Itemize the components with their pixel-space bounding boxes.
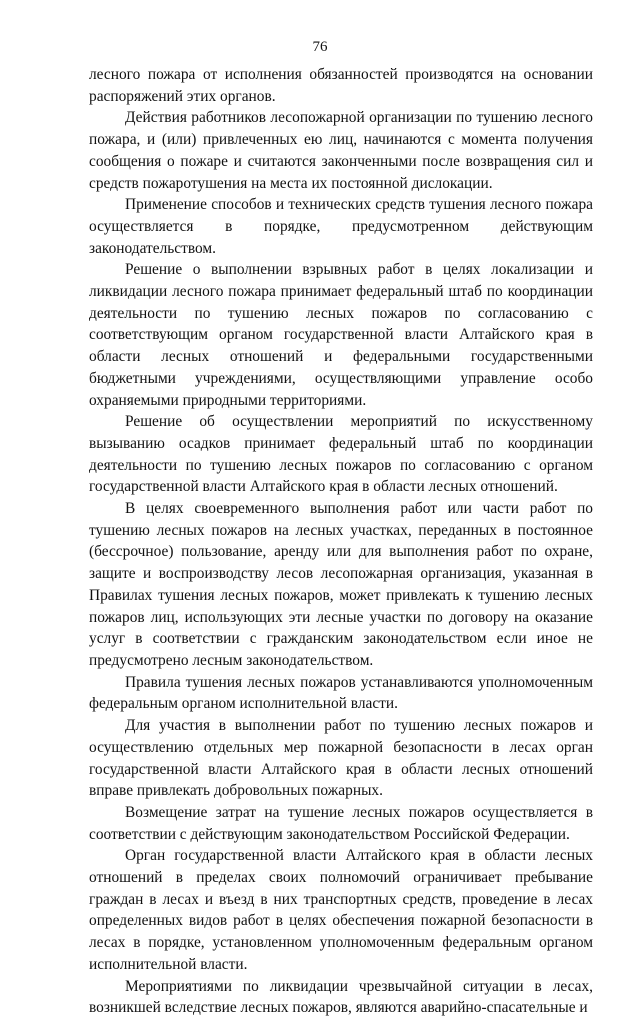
paragraph: Решение о выполнении взрывных работ в целях локализации и ликвидации лесного пожара принимает федеральный штаб по координации деятельности по тушению лесных пожаров по согласованию с соответствующим органом государственной власти Алтайского края в области лесных отношений и федеральными государственными бюджетными учреждениями, осуществляющими управление особо охраняемыми природными территориями. [89,261,593,409]
paragraph: Применение способов и технических средств тушения лесного пожара осуществляется в порядке, предусмотренном действующим законодательством. [89,196,593,257]
paragraph: Орган государственной власти Алтайского края в области лесных отношений в пределах своих полномочий ограничивает пребывание граждан в лесах и въезд в них транспортных средств, проведение в лесах определенных видов работ в целях обеспечения пожарной безопасности в лесах в порядке, установленном уполномоченным федеральным органом исполнительной власти. [89,847,593,973]
document-body [89,64,593,1019]
paragraph: Для участия в выполнении работ по тушению лесных пожаров и осуществлению отдельных мер пожарной безопасности в лесах орган государственной власти Алтайского края в области лесных отношений вправе привлекать добровольных пожарных. [89,717,593,800]
paragraph: лесного пожара от исполнения обязанностей производятся на основании распоряжений этих органов. [89,66,593,105]
paragraph: Правила тушения лесных пожаров устанавливаются уполномоченным федеральным органом исполнительной власти. [89,673,593,713]
paragraph: В целях своевременного выполнения работ или части работ по тушению лесных пожаров на лесных участках, переданных в постоянное (бессрочное) пользование, аренду или для выполнения работ по охране, защите и воспроизводству лесов лесопожарная организация, указанная в Правилах тушения лесных пожаров, может привлекать к тушению лесных пожаров лиц, использующих эти лесные участки по договору на оказание услуг в соответствии с гражданским законодательством если иное не предусмотрено лесным законодательством. [89,500,593,669]
paragraph: Мероприятиями по ликвидации чрезвычайной ситуации в лесах, возникшей вследствие лесных пожаров, являются аварийно-спасательные и [89,977,593,1017]
page-number: 76 [312,39,328,55]
paragraph: Возмещение затрат на тушение лесных пожаров осуществляется в соответствии с действующим законодательством Российской Федерации. [89,803,593,843]
paragraph: Решение об осуществлении мероприятий по искусственному вызыванию осадков принимает федеральный штаб по координации деятельности по тушению лесных пожаров по согласованию с органом государственной власти Алтайского края в области лесных отношений. [89,413,593,496]
paragraph: Действия работников лесопожарной организации по тушению лесного пожара, и (или) привлеченных ею лиц, начинаются с момента получения сообщения о пожаре и считаются законченными после возвращения сил и средств пожаротушения на места их постоянной дислокации. [89,109,593,192]
